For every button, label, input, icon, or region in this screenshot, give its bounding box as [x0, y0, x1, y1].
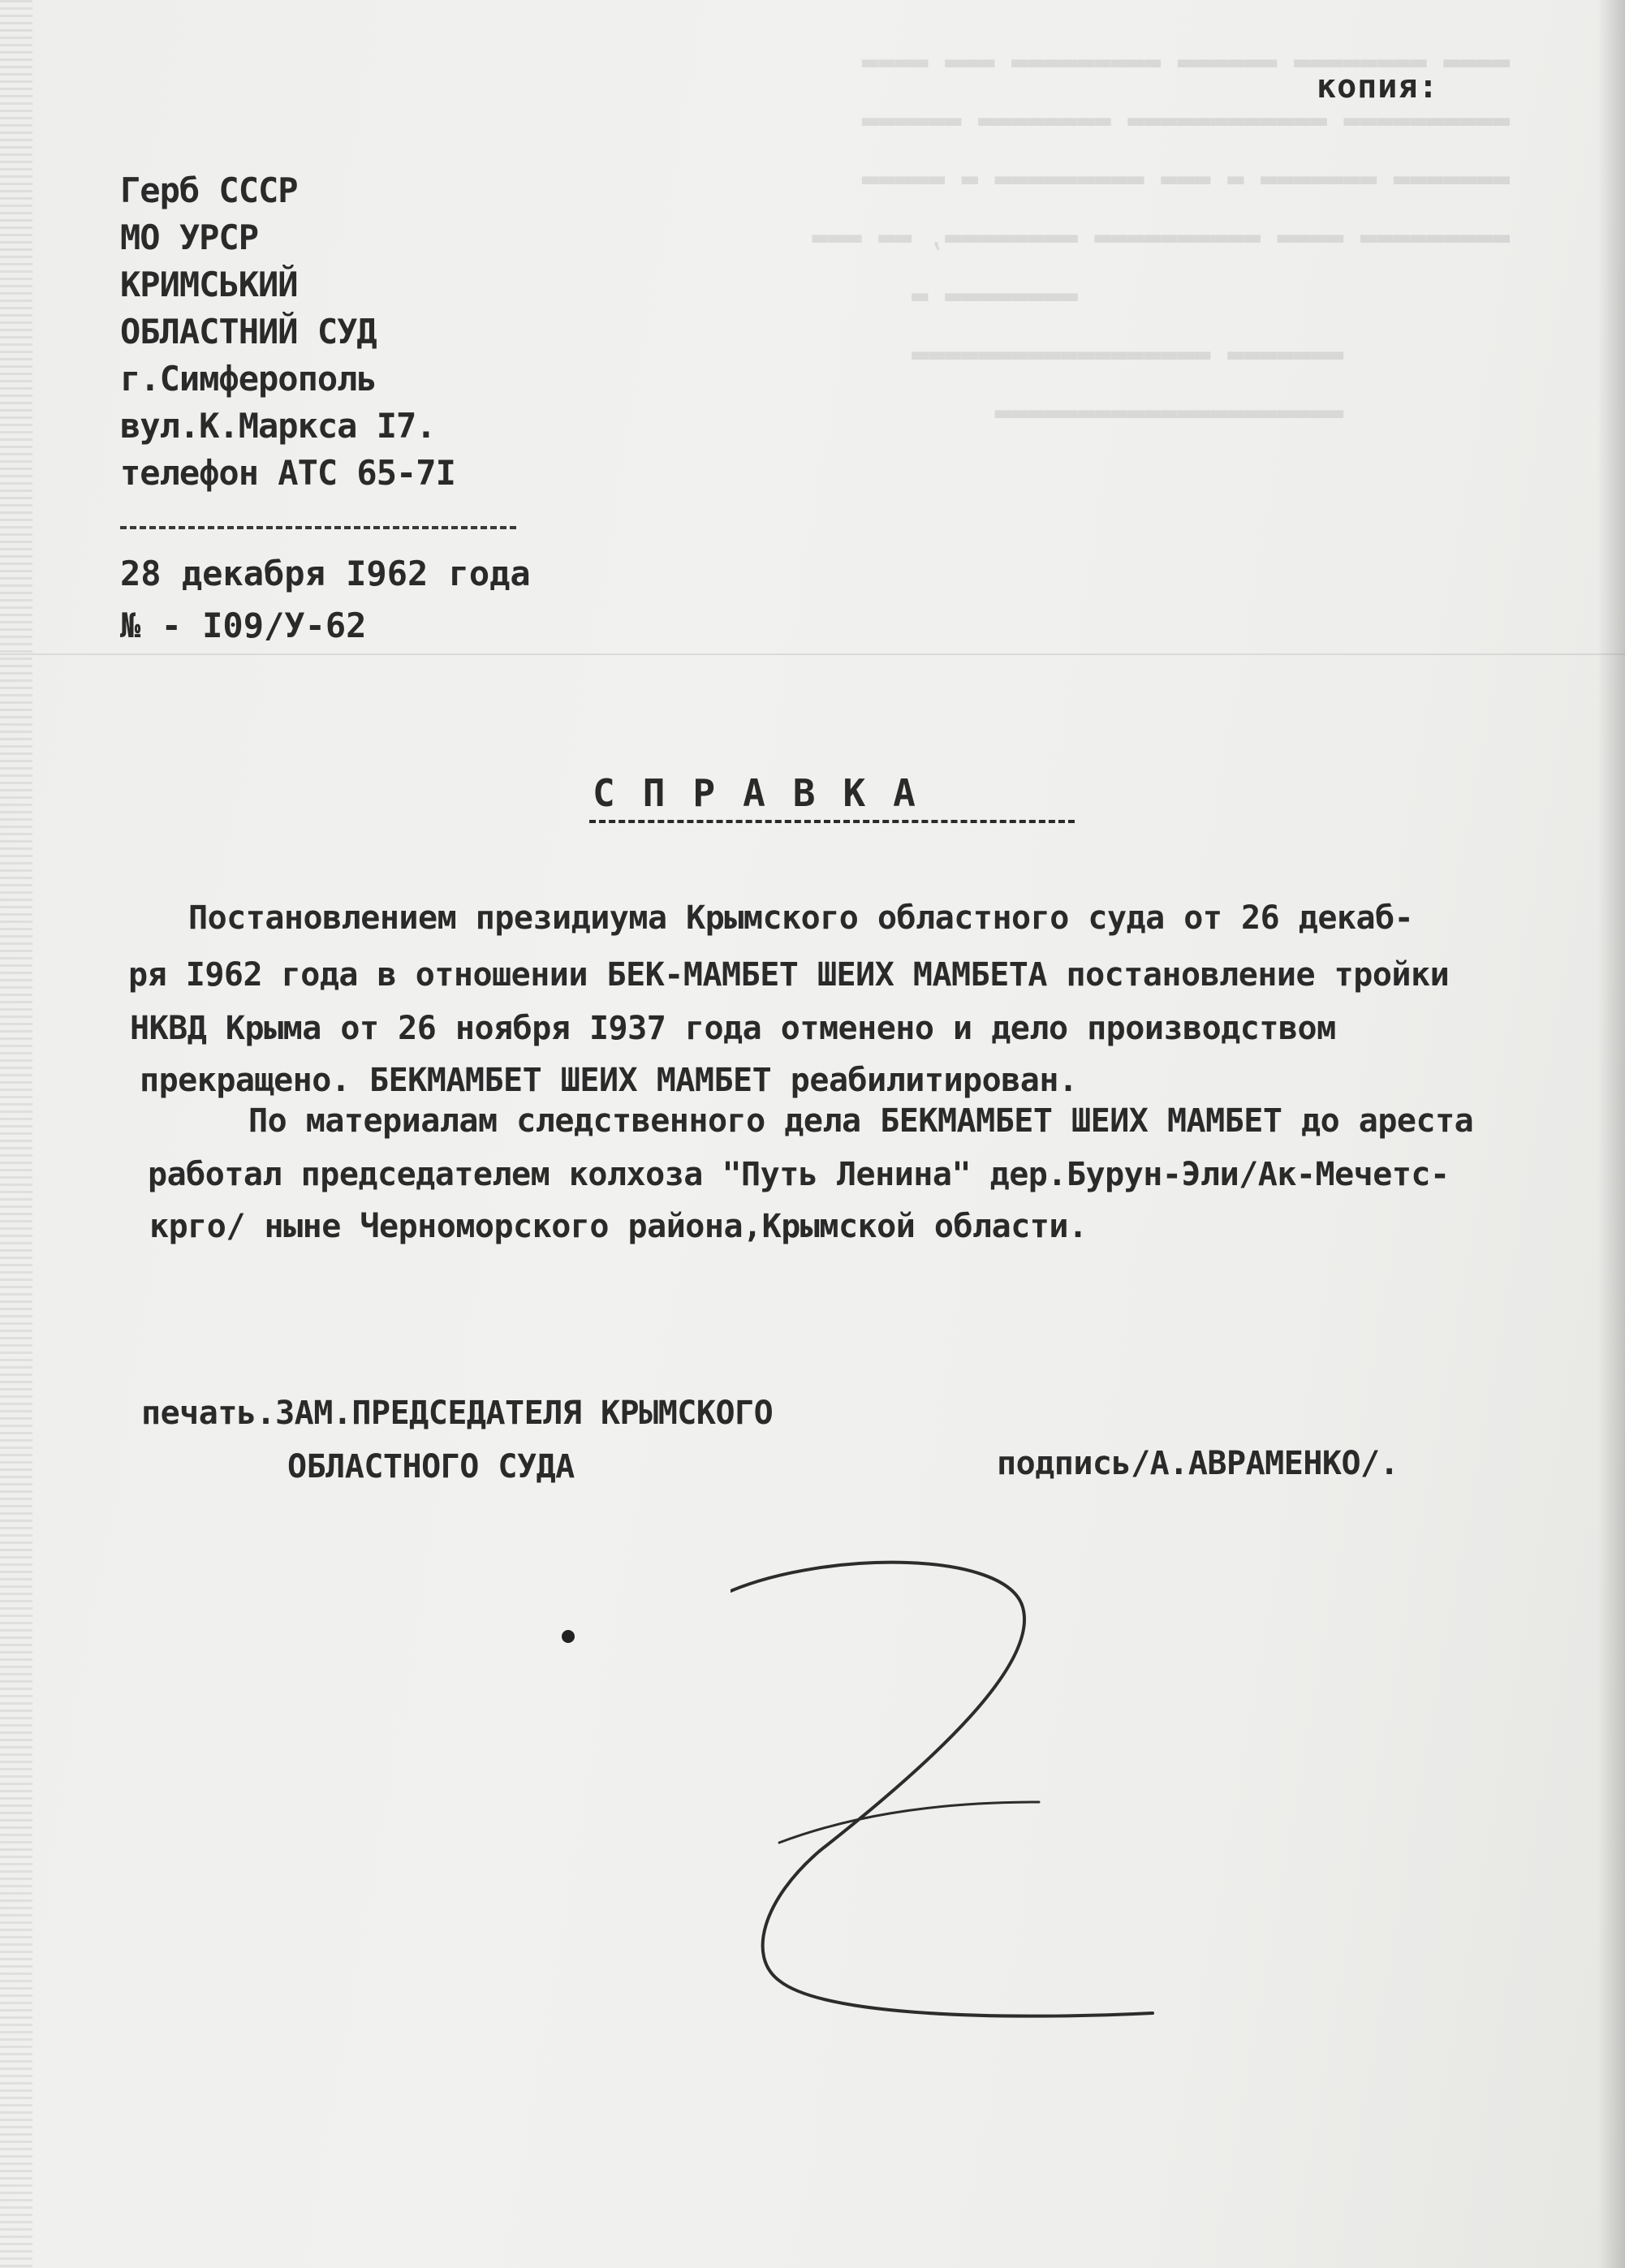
document-title: СПРАВКА	[593, 771, 943, 815]
letterhead	[120, 167, 455, 497]
signature-position-line2: ОБЛАСТНОГО СУДА	[287, 1448, 575, 1485]
title-underline	[589, 820, 1075, 823]
body-line-5: По материалам следственного дела БЕКМАМБЕТ ШЕИХ МАМБЕТ до ареста	[248, 1102, 1474, 1140]
letterhead-phone: телефон АТС 65-7І	[120, 453, 455, 493]
body-line-2: ря І962 года в отношении БЕК-МАМБЕТ ШЕИХ МАМБЕТА постановление тройки	[128, 956, 1450, 994]
body-line-4: прекращено. БЕКМАМБЕТ ШЕИХ МАМБЕТ реабилитирован.	[140, 1062, 1078, 1099]
bleed-through-text: ▬▬▬▬ ▬▬▬▬▬▬▬▬ ▬▬▬▬▬▬ ▬▬▬▬▬▬▬▬▬ ▬▬▬ ▬▬▬▬ ▬▬▬▬▬▬▬▬▬▬ ▬▬▬▬▬▬▬▬▬▬▬▬ ▬▬▬▬▬▬▬▬ ▬▬▬▬▬▬ ▬▬▬▬▬▬▬ ▬▬▬▬▬▬▬ ▬ ▬▬▬ ▬▬▬▬▬▬▬▬▬ ▬ ▬▬▬▬▬ ▬▬▬▬▬▬▬▬▬ ▬▬▬▬ ▬▬▬▬▬▬▬▬▬▬ ▬▬▬▬▬▬▬▬, ▬▬ ▬▬▬ ▬▬▬▬▬▬▬▬ ▬ ▬▬▬▬▬▬▬ ▬▬▬▬▬▬▬▬▬▬▬▬▬▬▬▬▬▬ ▬▬▬▬▬▬▬▬▬▬▬▬▬▬▬▬▬▬▬▬▬	[812, 45, 1510, 429]
letterhead-divider	[120, 526, 516, 529]
document-date: 28 декабря І962 года	[120, 554, 531, 593]
body-line-6: работал председателем колхоза "Путь Ленина" дер.Бурун-Эли/Ак-Мечетс-	[148, 1156, 1450, 1193]
copy-mark: копия:	[1317, 68, 1439, 106]
body-line-7: крго/ ныне Черноморского района,Крымской области.	[149, 1208, 1088, 1245]
fold-line	[0, 653, 1625, 655]
letterhead-ministry: МО УРСР	[120, 218, 259, 257]
signature-signed: подпись/А.АВРАМЕНКО/.	[997, 1445, 1399, 1482]
body-line-3: НКВД Крыма от 26 ноября І937 года отменено и дело производством	[130, 1010, 1336, 1047]
letterhead-city: г.Симферополь	[120, 359, 377, 399]
document-number: № - І09/У-62	[120, 606, 367, 645]
letterhead-court-line1: КРИМСЬКИЙ	[120, 265, 298, 304]
body-line-1: Постановлением президиума Крымского областного суда от 26 декаб-	[188, 899, 1414, 937]
scan-edge-right	[1597, 0, 1625, 2268]
letterhead-court-line2: ОБЛАСТНИЙ СУД	[120, 312, 377, 351]
ink-dot	[562, 1630, 575, 1643]
scan-edge-left	[0, 0, 32, 2268]
letterhead-coat-of-arms: Герб СССР	[120, 170, 298, 210]
signature-position-line1: печать.ЗАМ.ПРЕДСЕДАТЕЛЯ КРЫМСКОГО	[141, 1395, 774, 1432]
handwritten-signature	[731, 1559, 1185, 2046]
letterhead-street: вул.К.Маркса І7.	[120, 406, 436, 446]
